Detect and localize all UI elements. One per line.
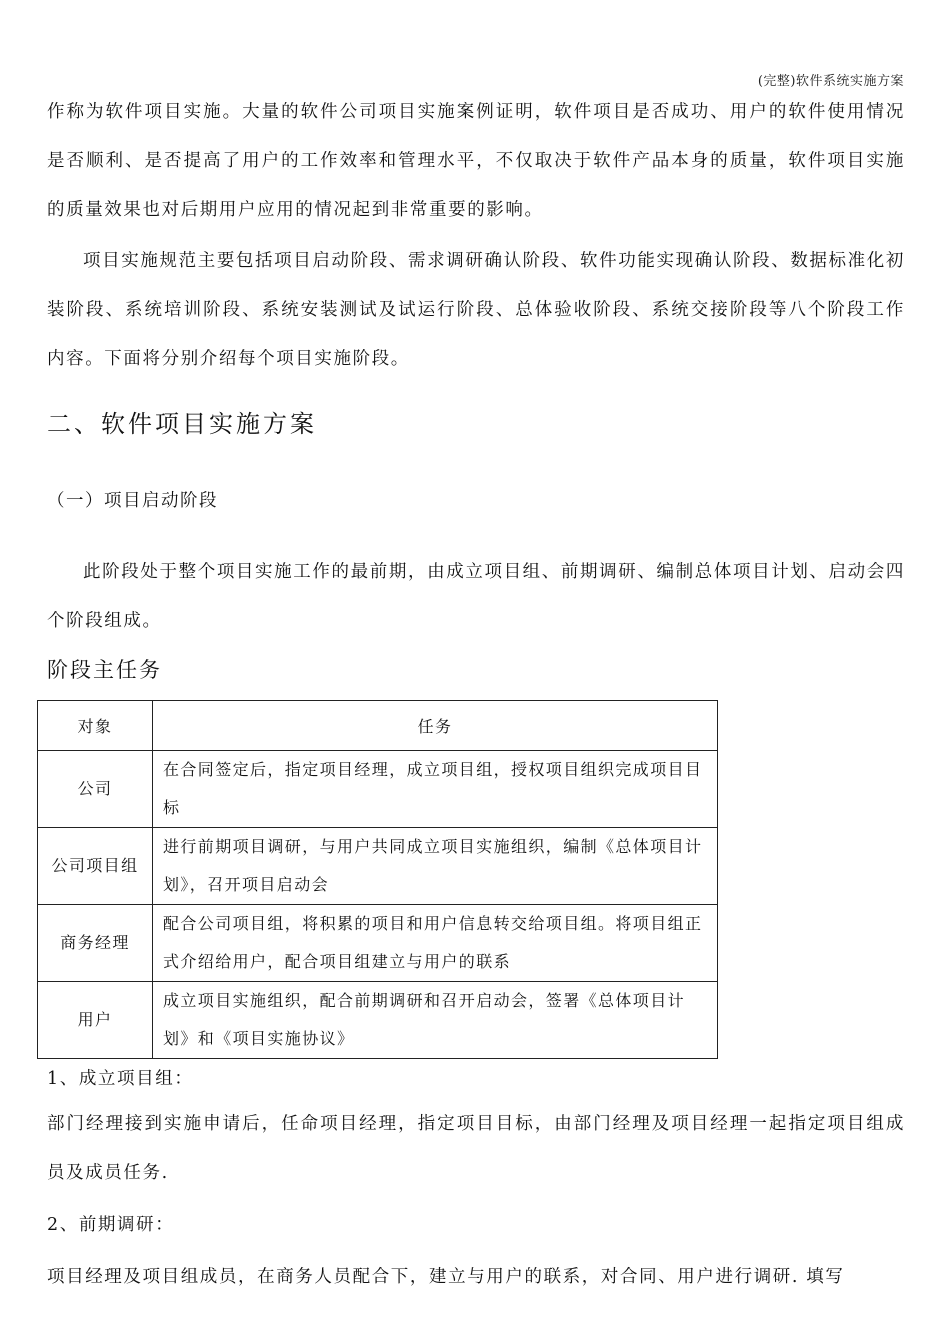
section-heading: 二、软件项目实施方案 [47,410,317,438]
table-cell-object: 用户 [38,982,153,1059]
table-row [38,828,718,905]
paragraph-startup-stage: 此阶段处于整个项目实施工作的最前期，由成立项目组、前期调研、编制总体项目计划、启动会四个阶段组成。 [47,562,905,631]
table-cell-object: 公司 [38,751,153,828]
table-cell-task: 进行前期项目调研，与用户共同成立项目实施组织，编制《总体项目计划》，召开项目启动会 [153,828,718,905]
column-header-task: 任务 [153,701,718,751]
table-cell-task: 成立项目实施组织，配合前期调研和召开启动会，签署《总体项目计划》和《项目实施协议》 [153,982,718,1059]
item-heading-form-team: 1、成立项目组： [47,1069,194,1089]
paragraph-intro: 作称为软件项目实施。大量的软件公司项目实施案例证明，软件项目是否成功、用户的软件使用情况是否顺利、是否提高了用户的工作效率和管理水平，不仅取决于软件产品本身的质量，软件项目实施的质量效果也对后期用户应用的情况起到非常重要的影响。 [47,102,905,220]
subsection-heading: （一）项目启动阶段 [47,491,218,511]
stage-task-table [37,700,718,1059]
paragraph-form-team: 部门经理接到实施申请后，任命项目经理，指定项目目标，由部门经理及项目经理一起指定项目组成员及成员任务. [47,1114,905,1183]
table-cell-object: 公司项目组 [38,828,153,905]
column-header-object: 对象 [38,701,153,751]
page-header: (完整)软件系统实施方案 [757,74,904,89]
table-row [38,905,718,982]
table-cell-task: 在合同签定后，指定项目经理，成立项目组，授权项目组织完成项目目标 [153,751,718,828]
table-row [38,751,718,828]
item-heading-preliminary-research: 2、前期调研： [47,1215,175,1235]
table-cell-task: 配合公司项目组，将积累的项目和用户信息转交给项目组。将项目组正式介绍给用户，配合项目组建立与用户的联系 [153,905,718,982]
paragraph-preliminary-research: 项目经理及项目组成员，在商务人员配合下，建立与用户的联系，对合同、用户进行调研. 填写 [47,1267,845,1287]
paragraph-phases: 项目实施规范主要包括项目启动阶段、需求调研确认阶段、软件功能实现确认阶段、数据标准化初装阶段、系统培训阶段、系统安装测试及试运行阶段、总体验收阶段、系统交接阶段等八个阶段工作内容。下面将分别介绍每个项目实施阶段。 [47,251,905,369]
table-row [38,982,718,1059]
table-header-row [38,701,718,751]
table-cell-object: 商务经理 [38,905,153,982]
table-title: 阶段主任务 [47,658,162,682]
